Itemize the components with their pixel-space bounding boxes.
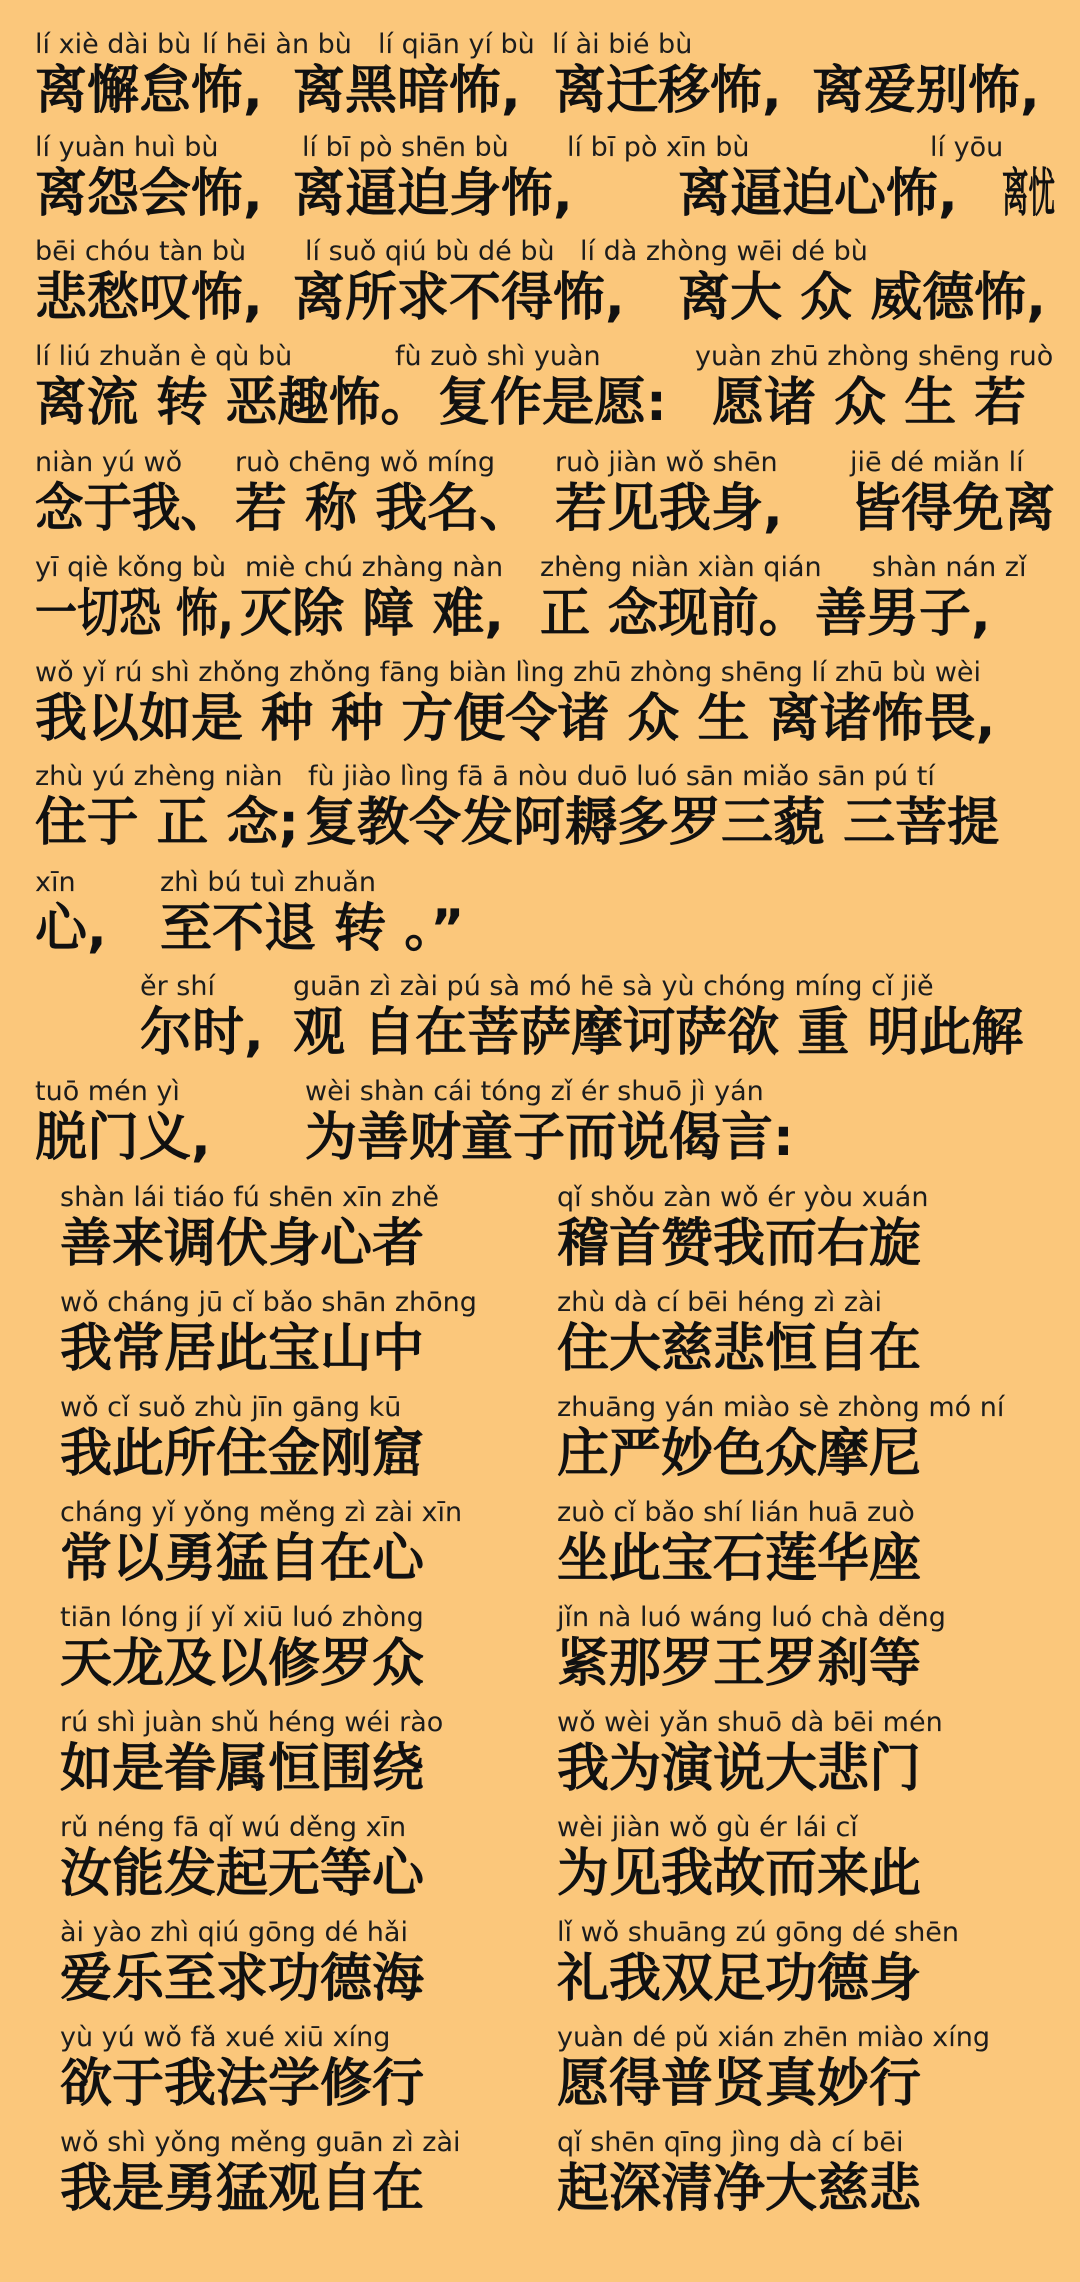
pinyin-segment: lí bī pò xīn bù [567,132,750,163]
pinyin-segment: wǒ wèi yǎn shuō dà bēi mén [557,1707,943,1738]
pinyin-segment: rú shì juàn shǔ héng wéi rào [60,1707,444,1738]
hanzi-segment: 悲愁叹怖, [35,268,263,328]
hanzi-segment: 离爱别怖, [812,61,1040,121]
hanzi-segment: 我此所住金刚窟 [60,1424,425,1484]
pinyin-segment: wèi shàn cái tóng zǐ ér shuō jì yán [305,1076,764,1107]
pinyin-segment: zhù yú zhèng niàn [35,761,283,792]
hanzi-segment: 若 称 我名、 [235,479,532,539]
pinyin-segment: lí yōu [930,132,1004,163]
pinyin-segment: rǔ néng fā qǐ wú děng xīn [60,1812,407,1843]
hanzi-segment: 我是勇猛观自在 [60,2159,425,2219]
pinyin-segment: fù jiào lìng fā ā nòu duō luó sān miǎo sān pú tí [308,761,935,792]
hanzi-segment: 稽首赞我而右旋 [557,1214,922,1274]
pinyin-segment: lí xiè dài bù [35,29,192,60]
hanzi-segment: 脱门义, [35,1108,211,1168]
pinyin-segment: ruò jiàn wǒ shēn [555,447,778,478]
pinyin-segment: wǒ shì yǒng měng guān zì zài [60,2127,461,2158]
hanzi-segment: 我为演说大悲门 [557,1739,922,1799]
pinyin-segment: lí hēi àn bù [202,29,352,60]
pinyin-segment: yù yú wǒ fǎ xué xiū xíng [60,2022,391,2053]
hanzi-segment: 离逼迫心怖, [678,164,958,224]
hanzi-segment: 坐此宝石莲华座 [557,1529,922,1589]
hanzi-segment: 离所求不得怖, [293,268,625,328]
pinyin-segment: tuō mén yì [35,1076,180,1107]
hanzi-segment: 我常居此宝山中 [60,1319,425,1379]
pinyin-segment: qǐ shēn qīng jìng dà cí bēi [557,2127,904,2158]
pinyin-segment: jǐn nà luó wáng luó chà děng [557,1602,946,1633]
hanzi-segment: 离流 转 恶趣怖。 [35,373,433,433]
pinyin-segment: shàn lái tiáo fú shēn xīn zhě [60,1182,440,1213]
hanzi-segment: 汝能发起无等心 [60,1844,425,1904]
pinyin-segment: qǐ shǒu zàn wǒ ér yòu xuán [557,1182,929,1213]
pinyin-segment: miè chú zhàng nàn [245,552,504,583]
hanzi-segment: 起深清净大慈悲 [557,2159,922,2219]
pinyin-segment: yī qiè kǒng bù [35,552,227,583]
hanzi-segment: 紧那罗王罗刹等 [557,1634,922,1694]
pinyin-segment: zhèng niàn xiàn qián [540,552,822,583]
hanzi-segment: 善来调伏身心者 [60,1214,425,1274]
hanzi-segment: 欲于我法学修行 [60,2054,425,2114]
hanzi-segment: 离大 众 威德怖, [678,268,1046,328]
hanzi-segment: 一切恐 怖, [35,584,234,644]
hanzi-segment: 住大慈悲恒自在 [557,1319,922,1379]
pinyin-segment: ruò chēng wǒ míng [235,447,495,478]
pinyin-segment: zhì bú tuì zhuǎn [160,867,377,898]
pinyin-segment: zuò cǐ bǎo shí lián huā zuò [557,1497,915,1528]
pinyin-segment: lí yuàn huì bù [35,132,219,163]
hanzi-segment: 复作是愿: [438,373,667,433]
pinyin-segment: guān zì zài pú sà mó hē sà yù chóng míng cǐ jiě [293,971,934,1002]
hanzi-segment: 爱乐至求功德海 [60,1949,425,2009]
pinyin-segment: lí liú zhuǎn è qù bù [35,341,293,372]
hanzi-segment: 常以勇猛自在心 [60,1529,425,1589]
pinyin-segment: shàn nán zǐ [872,552,1027,583]
pinyin-segment: ěr shí [140,971,215,1002]
pinyin-segment: wèi jiàn wǒ gù ér lái cǐ [557,1812,858,1843]
pinyin-segment: wǒ cháng jū cǐ bǎo shān zhōng [60,1287,477,1318]
hanzi-segment: 灭除 障 难, [240,584,504,644]
pinyin-segment: lí bī pò shēn bù [302,132,509,163]
hanzi-segment: 离怨会怖, [35,164,263,224]
hanzi-segment: 离忧 [1002,164,1056,224]
pinyin-segment: ài yào zhì qiú gōng dé hǎi [60,1917,408,1948]
pinyin-segment: lǐ wǒ shuāng zú gōng dé shēn [557,1917,960,1948]
hanzi-segment: 如是眷属恒围绕 [60,1739,425,1799]
hanzi-segment: 天龙及以修罗众 [60,1634,425,1694]
hanzi-segment: 礼我双足功德身 [557,1949,922,2009]
hanzi-segment: 尔时, [140,1003,264,1063]
pinyin-segment: lí dà zhòng wēi dé bù [580,236,868,267]
hanzi-segment: 若见我身, [555,479,783,539]
hanzi-segment: 正 念现前。 [540,584,809,644]
pinyin-segment: tiān lóng jí yǐ xiū luó zhòng [60,1602,424,1633]
hanzi-segment: 为见我故而来此 [557,1844,922,1904]
hanzi-segment: 复教令发阿耨多罗三藐 三菩提 [305,793,1000,853]
hanzi-segment: 念于我、 [35,479,230,539]
pinyin-segment: zhuāng yán miào sè zhòng mó ní [557,1392,1005,1423]
hanzi-segment: 住于 正 念; [35,793,299,853]
pinyin-segment: fù zuò shì yuàn [395,341,601,372]
hanzi-segment: 离懈怠怖, [35,61,263,121]
hanzi-segment: 观 自在菩萨摩诃萨欲 重 明此解 [293,1003,1024,1063]
hanzi-segment: 离逼迫身怖, [293,164,573,224]
hanzi-segment: 为善财童子而说偈言: [305,1108,794,1168]
pinyin-segment: niàn yú wǒ [35,447,183,478]
pinyin-segment: bēi chóu tàn bù [35,236,247,267]
hanzi-segment: 离黑暗怖, [293,61,521,121]
hanzi-segment: 心, [35,899,107,959]
hanzi-segment: 离迁移怖, [554,61,782,121]
pinyin-segment: yuàn dé pǔ xián zhēn miào xíng [557,2022,990,2053]
pinyin-segment: yuàn zhū zhòng shēng ruò [695,341,1054,372]
pinyin-segment: lí suǒ qiú bù dé bù [305,236,555,267]
hanzi-segment: 善男子, [815,584,991,644]
hanzi-segment: 至不退 转 。” [160,899,465,959]
pinyin-segment: lí ài bié bù [552,29,693,60]
hanzi-segment: 愿得普贤真妙行 [557,2054,922,2114]
pinyin-segment: zhù dà cí bēi héng zì zài [557,1287,883,1318]
pinyin-segment: lí qiān yí bù [378,29,535,60]
hanzi-segment: 皆得免离 [850,479,1056,539]
hanzi-segment: 庄严妙色众摩尼 [557,1424,922,1484]
pinyin-segment: wǒ cǐ suǒ zhù jīn gāng kū [60,1392,402,1423]
hanzi-segment: 愿诸 众 生 若 [712,373,1027,433]
pinyin-segment: cháng yǐ yǒng měng zì zài xīn [60,1497,463,1528]
pinyin-segment: xīn [35,867,76,898]
pinyin-segment: jiē dé miǎn lí [850,447,1024,478]
pinyin-segment: wǒ yǐ rú shì zhǒng zhǒng fāng biàn lìng zhū zhòng shēng lí zhū bù wèi [35,657,982,688]
hanzi-segment: 我以如是 种 种 方便令诸 众 生 离诸怖畏, [35,689,996,749]
